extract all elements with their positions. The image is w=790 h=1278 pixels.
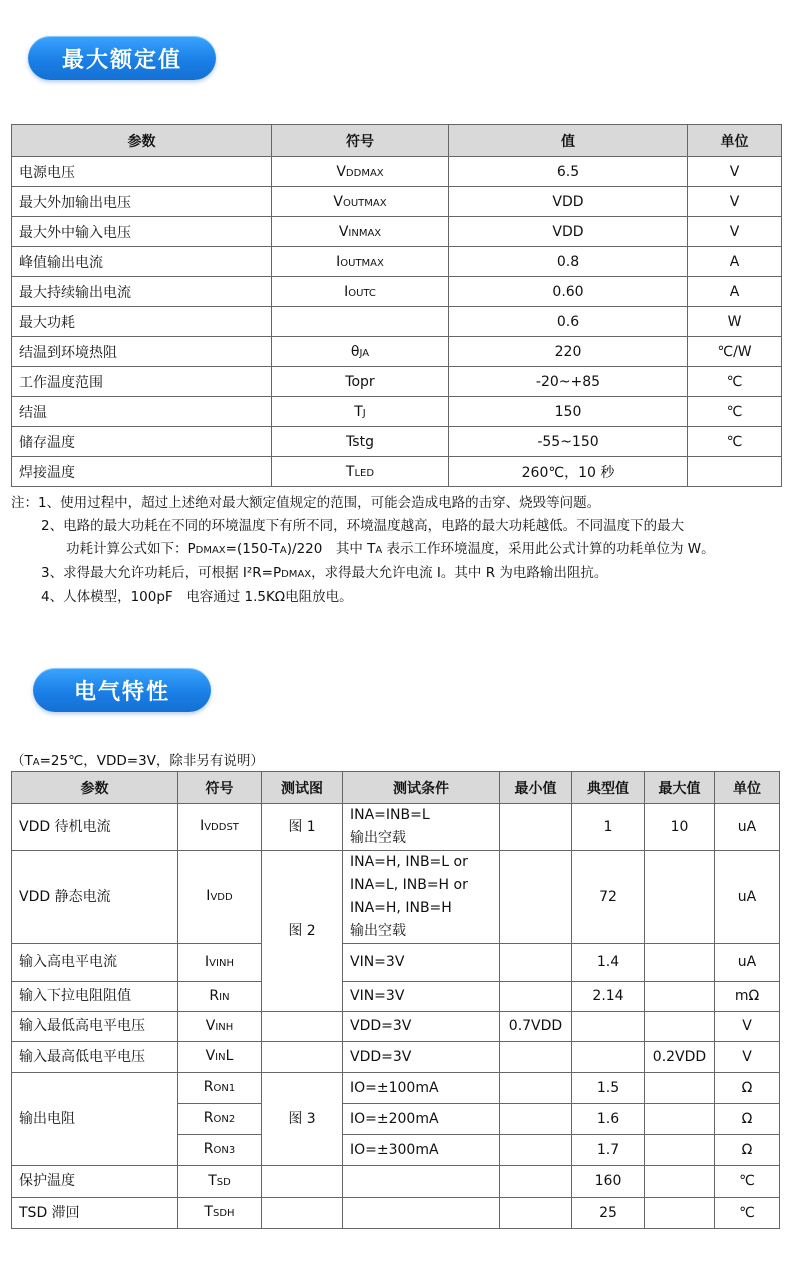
table-row — [12, 1073, 780, 1104]
condition-cell: IO=±100mA — [343, 1073, 500, 1104]
symbol-cell: VINL — [178, 1042, 262, 1073]
min-cell — [500, 804, 572, 851]
symbol-cell: VOUTMAX — [272, 187, 449, 217]
param-cell: VDD 待机电流 — [12, 804, 178, 851]
param-cell: 焊接温度 — [12, 457, 272, 487]
figure-cell — [262, 1012, 343, 1042]
param-cell: 输入最低高电平电压 — [12, 1012, 178, 1042]
unit-cell: V — [688, 217, 782, 247]
unit-cell: uA — [715, 851, 780, 944]
typ-cell — [572, 1012, 645, 1042]
note-2a: 2、电路的最大功耗在不同的环境温度下有所不同，环境温度越高，电路的最大功耗越低。不同温度下的最大 — [41, 518, 685, 534]
symbol-cell: IVDD — [178, 851, 262, 944]
unit-cell: A — [688, 277, 782, 307]
header-param: 参数 — [12, 772, 178, 804]
header-max: 最大值 — [645, 772, 715, 804]
value-cell: 220 — [449, 337, 688, 367]
table-row — [12, 1042, 780, 1073]
header-unit: 单位 — [715, 772, 780, 804]
note-3: 3、求得最大允许功耗后，可根据 I²R=PDMAX，求得最大允许电流 I。其中 R 为电路输出阻抗。 — [41, 565, 608, 581]
table-row — [12, 277, 782, 307]
table-row — [12, 397, 782, 427]
table-row — [12, 427, 782, 457]
unit-cell: A — [688, 247, 782, 277]
max-cell: 0.2VDD — [645, 1042, 715, 1073]
max-cell — [645, 1135, 715, 1166]
value-cell: 150 — [449, 397, 688, 427]
symbol-cell: IOUTMAX — [272, 247, 449, 277]
param-cell: 输入下拉电阻阻值 — [12, 982, 178, 1012]
header-symbol: 符号 — [272, 125, 449, 157]
param-cell: 峰值输出电流 — [12, 247, 272, 277]
min-cell — [500, 1135, 572, 1166]
unit-cell: W — [688, 307, 782, 337]
typ-cell: 72 — [572, 851, 645, 944]
value-cell: 0.6 — [449, 307, 688, 337]
note-4: 4、人体模型，100pF 电容通过 1.5KΩ电阻放电。 — [41, 589, 353, 605]
table-row — [12, 982, 780, 1012]
table-row — [12, 157, 782, 187]
symbol-cell: TSDH — [178, 1198, 262, 1229]
symbol-cell: IVINH — [178, 944, 262, 982]
table-header-row — [12, 125, 782, 157]
min-cell — [500, 944, 572, 982]
condition-cell — [343, 1198, 500, 1229]
max-cell — [645, 1198, 715, 1229]
table-row — [12, 337, 782, 367]
param-cell: 输入最高低电平电压 — [12, 1042, 178, 1073]
table-row — [12, 804, 780, 851]
unit-cell: Ω — [715, 1073, 780, 1104]
unit-cell: V — [715, 1042, 780, 1073]
header-value: 值 — [449, 125, 688, 157]
header-min: 最小值 — [500, 772, 572, 804]
unit-cell: ℃ — [688, 397, 782, 427]
header-symbol: 符号 — [178, 772, 262, 804]
table-row — [12, 187, 782, 217]
table-row — [12, 944, 780, 982]
unit-cell: ℃ — [688, 367, 782, 397]
max-cell — [645, 982, 715, 1012]
symbol-cell: IOUTC — [272, 277, 449, 307]
unit-cell: uA — [715, 804, 780, 851]
condition-cell: VDD=3V — [343, 1012, 500, 1042]
unit-cell — [688, 457, 782, 487]
figure-cell — [262, 1198, 343, 1229]
table-row — [12, 457, 782, 487]
param-cell: 储存温度 — [12, 427, 272, 457]
param-cell: TSD 滞回 — [12, 1198, 178, 1229]
condition-cell: VDD=3V — [343, 1042, 500, 1073]
min-cell — [500, 982, 572, 1012]
param-cell: 输出电阻 — [12, 1073, 178, 1166]
table-row — [12, 367, 782, 397]
symbol-cell: TLED — [272, 457, 449, 487]
symbol-cell: VINMAX — [272, 217, 449, 247]
min-cell — [500, 1042, 572, 1073]
header-test-figure: 测试图 — [262, 772, 343, 804]
header-unit: 单位 — [688, 125, 782, 157]
symbol-cell: VINH — [178, 1012, 262, 1042]
table-header-row — [12, 772, 780, 804]
table-row — [12, 851, 780, 944]
note-1: 注：1、使用过程中，超过上述绝对最大额定值规定的范围，可能会造成电路的击穿、烧毁等问题。 — [11, 495, 601, 511]
symbol-cell: RON1 — [178, 1073, 262, 1104]
typ-cell — [572, 1042, 645, 1073]
max-cell — [645, 1166, 715, 1198]
condition-cell — [343, 1166, 500, 1198]
test-condition-note: （TA=25℃，VDD=3V，除非另有说明） — [11, 753, 264, 769]
unit-cell: uA — [715, 944, 780, 982]
value-cell: VDD — [449, 217, 688, 247]
table-row — [12, 217, 782, 247]
figure-cell: 图 2 — [262, 851, 343, 1012]
min-cell — [500, 1198, 572, 1229]
unit-cell: ℃ — [688, 427, 782, 457]
param-cell: 最大持续输出电流 — [12, 277, 272, 307]
max-cell: 10 — [645, 804, 715, 851]
max-cell — [645, 851, 715, 944]
unit-cell: Ω — [715, 1104, 780, 1135]
symbol-cell: Tstg — [272, 427, 449, 457]
notes — [11, 492, 786, 609]
condition-cell: VIN=3V — [343, 944, 500, 982]
header-test-condition: 测试条件 — [343, 772, 500, 804]
max-cell — [645, 1104, 715, 1135]
min-cell — [500, 851, 572, 944]
param-cell: 输入高电平电流 — [12, 944, 178, 982]
max-cell — [645, 1012, 715, 1042]
value-cell: -55~150 — [449, 427, 688, 457]
param-cell: 结温到环境热阻 — [12, 337, 272, 367]
symbol-cell: Topr — [272, 367, 449, 397]
condition-cell: INA=H, INB=L or INA=L, INB=H or INA=H, INB=H 输出空载 — [343, 851, 500, 944]
header-typ: 典型值 — [572, 772, 645, 804]
section-title-absolute-max: 最大额定值 — [28, 36, 216, 80]
unit-cell: V — [688, 157, 782, 187]
param-cell: 最大外加输出电压 — [12, 187, 272, 217]
figure-cell — [262, 1042, 343, 1073]
symbol-cell: TSD — [178, 1166, 262, 1198]
unit-cell: mΩ — [715, 982, 780, 1012]
table-row — [12, 1166, 780, 1198]
min-cell — [500, 1166, 572, 1198]
min-cell: 0.7VDD — [500, 1012, 572, 1042]
symbol-cell: θJA — [272, 337, 449, 367]
table-row — [12, 1198, 780, 1229]
typ-cell: 1 — [572, 804, 645, 851]
typ-cell: 1.6 — [572, 1104, 645, 1135]
min-cell — [500, 1104, 572, 1135]
figure-cell — [262, 1166, 343, 1198]
value-cell: 0.60 — [449, 277, 688, 307]
unit-cell: Ω — [715, 1135, 780, 1166]
unit-cell: V — [688, 187, 782, 217]
note-2b: 功耗计算公式如下：PDMAX=(150-TA)/220 其中 TA 表示工作环境温度，采用此公式计算的功耗单位为 W。 — [66, 541, 715, 557]
symbol-cell: VDDMAX — [272, 157, 449, 187]
param-cell: 最大外中输入电压 — [12, 217, 272, 247]
unit-cell: ℃ — [715, 1166, 780, 1198]
unit-cell: ℃ — [715, 1198, 780, 1229]
typ-cell: 25 — [572, 1198, 645, 1229]
symbol-cell: RIN — [178, 982, 262, 1012]
table-row — [12, 247, 782, 277]
symbol-cell — [272, 307, 449, 337]
typ-cell: 160 — [572, 1166, 645, 1198]
param-cell: 结温 — [12, 397, 272, 427]
table-row — [12, 1012, 780, 1042]
value-cell: 6.5 — [449, 157, 688, 187]
condition-cell: VIN=3V — [343, 982, 500, 1012]
section-title-electrical: 电气特性 — [33, 668, 211, 712]
typ-cell: 1.5 — [572, 1073, 645, 1104]
absolute-max-table — [11, 124, 782, 487]
electrical-table — [11, 771, 780, 1229]
table-row — [12, 307, 782, 337]
symbol-cell: RON3 — [178, 1135, 262, 1166]
figure-cell: 图 1 — [262, 804, 343, 851]
value-cell: 260℃，10 秒 — [449, 457, 688, 487]
typ-cell: 1.7 — [572, 1135, 645, 1166]
unit-cell: ℃/W — [688, 337, 782, 367]
param-cell: VDD 静态电流 — [12, 851, 178, 944]
param-cell: 电源电压 — [12, 157, 272, 187]
unit-cell: V — [715, 1012, 780, 1042]
value-cell: -20~+85 — [449, 367, 688, 397]
header-param: 参数 — [12, 125, 272, 157]
symbol-cell: IVDDST — [178, 804, 262, 851]
value-cell: 0.8 — [449, 247, 688, 277]
typ-cell: 2.14 — [572, 982, 645, 1012]
param-cell: 工作温度范围 — [12, 367, 272, 397]
figure-cell: 图 3 — [262, 1073, 343, 1166]
typ-cell: 1.4 — [572, 944, 645, 982]
min-cell — [500, 1073, 572, 1104]
condition-cell: IO=±200mA — [343, 1104, 500, 1135]
symbol-cell: RON2 — [178, 1104, 262, 1135]
condition-cell: INA=INB=L 输出空载 — [343, 804, 500, 851]
symbol-cell: TJ — [272, 397, 449, 427]
param-cell: 保护温度 — [12, 1166, 178, 1198]
param-cell: 最大功耗 — [12, 307, 272, 337]
condition-cell: IO=±300mA — [343, 1135, 500, 1166]
max-cell — [645, 944, 715, 982]
max-cell — [645, 1073, 715, 1104]
value-cell: VDD — [449, 187, 688, 217]
